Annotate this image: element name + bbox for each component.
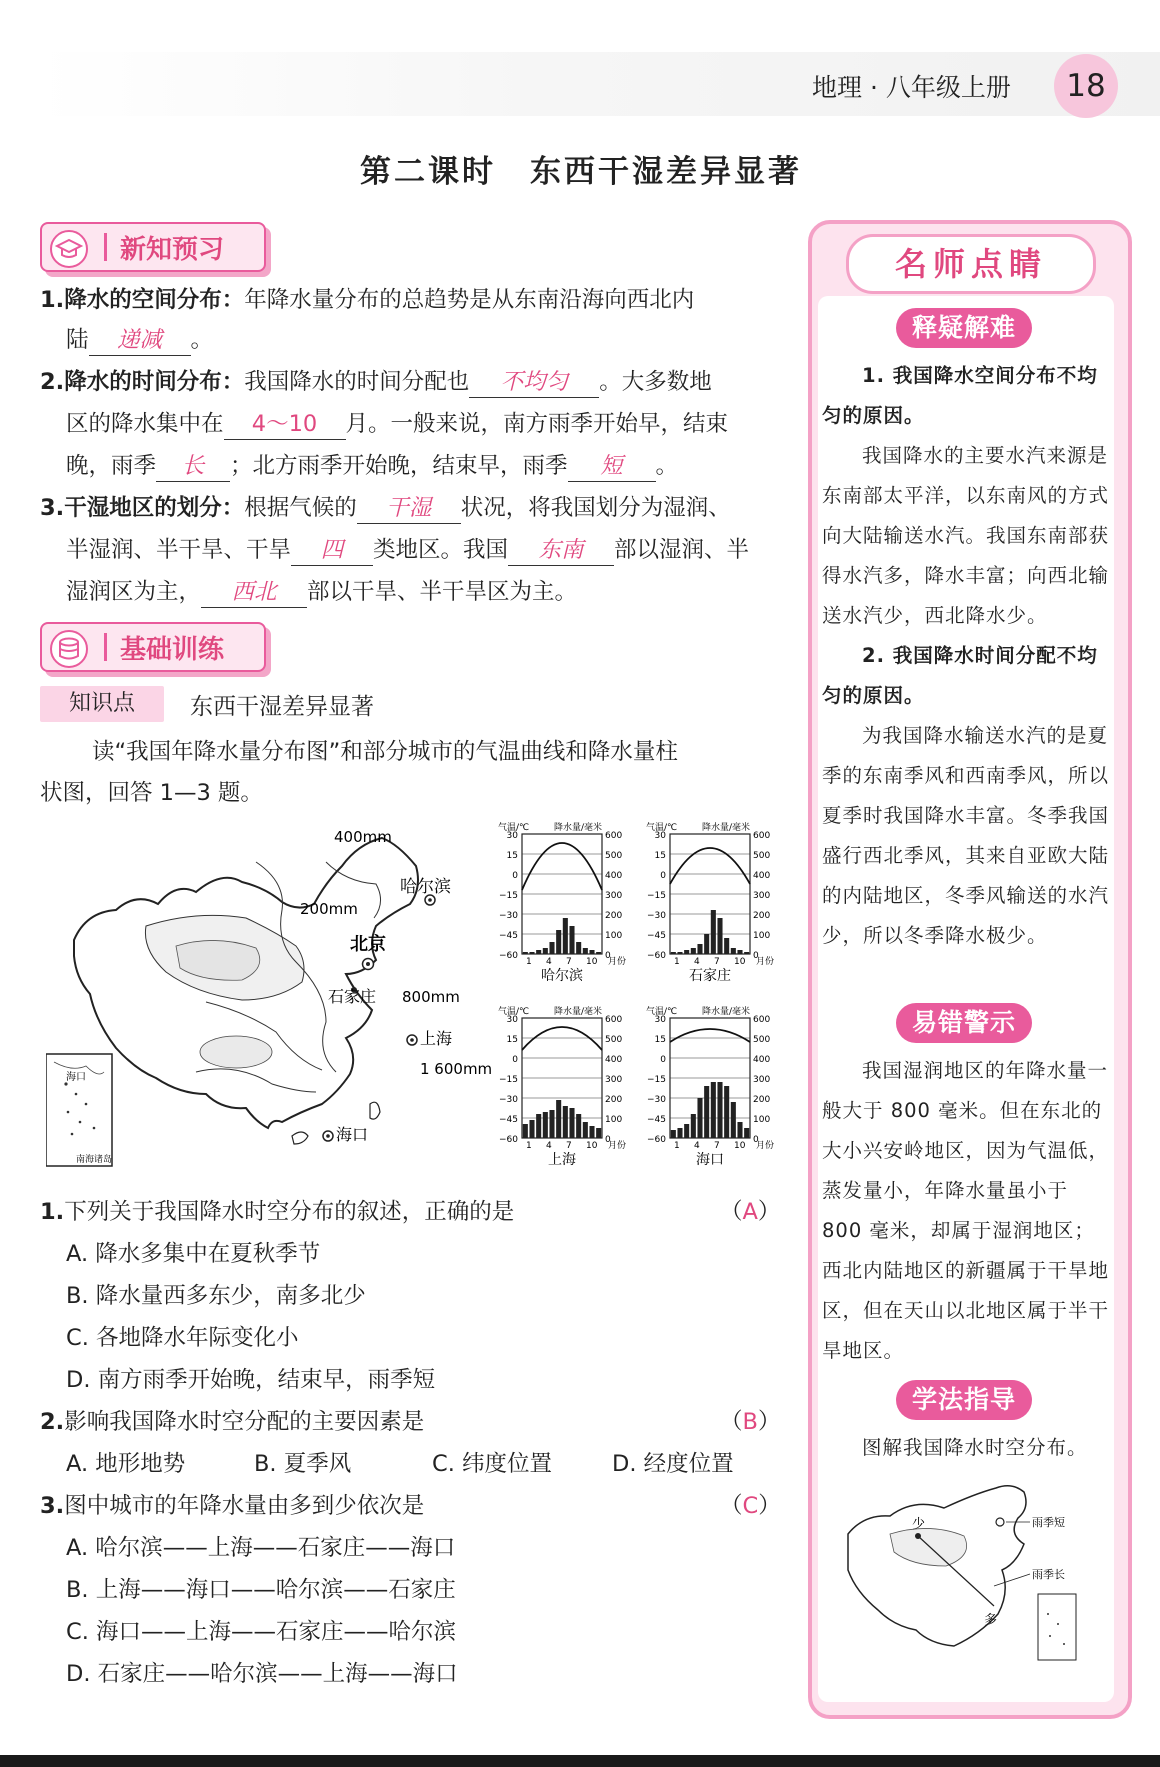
precipitation-bar bbox=[697, 944, 702, 954]
precipitation-bar bbox=[536, 950, 541, 954]
chart-x-tick: 7 bbox=[566, 1141, 572, 1151]
preview-q3-line2: 半湿润、半干旱、干旱 四 类地区。我国 东南 部以湿润、半 bbox=[66, 530, 749, 570]
chart-x-tick: 4 bbox=[546, 957, 552, 967]
section-header-preview bbox=[40, 222, 266, 272]
precipitation-bar bbox=[717, 1082, 722, 1138]
precipitation-bar bbox=[523, 1124, 528, 1138]
chart-left-tick: −15 bbox=[499, 891, 518, 901]
precipitation-bar bbox=[543, 1112, 548, 1138]
answer-blank: 干湿 bbox=[357, 491, 461, 524]
database-icon bbox=[50, 630, 88, 668]
question-3-option-c: C. 海口——上海——石家庄——哈尔滨 bbox=[66, 1619, 457, 1645]
answer-blank: 不均匀 bbox=[469, 365, 599, 398]
city-beijing: 北京 bbox=[350, 934, 386, 955]
sidebar-clarify-content: 1. 我国降水空间分布不均匀的原因。 我国降水的主要水汽来源是东南部太平洋，以东南风的方式向大陆输送水汽。我国东南部获得水汽多，降水丰富；向西北输送水汽少，西北降水少。 2. 我国降水时间分配不均匀的原因。 为我国降水输送水汽的是夏季的东南季风和西南季风，所以夏季时我国降水丰富。冬季我国盛行西北季风，其来自亚欧大陆的内陆地区，冬季风输送的水汽少，所以冬季降水极少。 bbox=[822, 364, 1110, 947]
question-1-answer: （A） bbox=[720, 1199, 781, 1225]
chart-x-tick: 1 bbox=[526, 957, 532, 967]
chart-x-unit: 月份 bbox=[756, 957, 775, 967]
precipitation-bar bbox=[536, 1114, 541, 1138]
book-title: 地理 · 八年级上册 bbox=[812, 73, 1011, 102]
mini-label-long: 雨季长 bbox=[1032, 1568, 1065, 1581]
chart-right-tick: 400 bbox=[753, 1055, 771, 1065]
chart-right-tick: 400 bbox=[605, 871, 623, 881]
chart-left-tick: 30 bbox=[506, 1015, 518, 1025]
question-3-option-b: B. 上海——海口——哈尔滨——石家庄 bbox=[66, 1577, 456, 1603]
question-2-answer: （B） bbox=[720, 1409, 781, 1435]
precipitation-bar bbox=[556, 930, 561, 954]
climate-charts bbox=[496, 818, 792, 1186]
chart-x-tick: 7 bbox=[566, 957, 572, 967]
question-1-stem: 1.下列关于我国降水时空分布的叙述，正确的是 bbox=[40, 1199, 515, 1225]
chart-left-tick: −60 bbox=[647, 951, 666, 961]
chart-left-tick: −60 bbox=[499, 1135, 518, 1145]
preview-q2-line3: 晚，雨季 长 ；北方雨季开始晚，结束早，雨季 短 。 bbox=[66, 446, 678, 486]
tag-method: 学法指导 bbox=[896, 1380, 1032, 1420]
preview-q2-line2: 区的降水集中在 4～10 月。一般来说，南方雨季开始早，结束 bbox=[66, 404, 728, 444]
question-1-option-c: C. 各地降水年际变化小 bbox=[66, 1325, 299, 1351]
chart-x-tick: 4 bbox=[694, 1141, 700, 1151]
chart-right-tick: 0 bbox=[605, 951, 611, 961]
precipitation-bar bbox=[671, 952, 676, 954]
question-3-stem: 3.图中城市的年降水量由多到少依次是 bbox=[40, 1493, 425, 1519]
inset-nanhai-label: 南海诸岛 bbox=[76, 1155, 113, 1165]
chart-left-tick: 15 bbox=[506, 851, 518, 861]
chart-right-tick: 600 bbox=[753, 831, 771, 841]
chart-x-tick: 1 bbox=[526, 1141, 532, 1151]
precipitation-bar bbox=[523, 952, 528, 954]
chart-city-name: 石家庄 bbox=[689, 968, 731, 984]
question-2-stem: 2.影响我国降水时空分配的主要因素是 bbox=[40, 1409, 425, 1435]
precipitation-bar bbox=[744, 952, 749, 954]
chart-left-tick: −15 bbox=[647, 891, 666, 901]
chart-left-tick: 15 bbox=[506, 1035, 518, 1045]
precipitation-bar bbox=[731, 1102, 736, 1138]
city-harbin: 哈尔滨 bbox=[400, 877, 451, 897]
isoline-200-label: 200mm bbox=[300, 900, 358, 918]
chart-left-tick: 15 bbox=[654, 851, 666, 861]
graduation-cap-icon bbox=[50, 230, 88, 268]
chart-right-tick: 500 bbox=[605, 1035, 623, 1045]
precipitation-bar bbox=[737, 1122, 742, 1138]
sidebar-method-content: 图解我国降水时空分布。 bbox=[862, 1436, 1088, 1459]
chart-right-tick: 100 bbox=[605, 931, 623, 941]
precipitation-map bbox=[46, 822, 492, 1172]
chart-left-tick: −60 bbox=[647, 1135, 666, 1145]
chart-x-tick: 1 bbox=[674, 957, 680, 967]
chart-right-axis-label: 降水量/毫米 bbox=[702, 1007, 751, 1017]
precipitation-bar bbox=[583, 1122, 588, 1138]
chart-city-name: 海口 bbox=[696, 1152, 724, 1168]
chart-right-axis-label: 降水量/毫米 bbox=[702, 823, 751, 833]
question-3-option-d: D. 石家庄——哈尔滨——上海——海口 bbox=[66, 1661, 458, 1687]
chart-x-tick: 1 bbox=[674, 1141, 680, 1151]
answer-blank: 四 bbox=[291, 533, 373, 566]
chart-right-tick: 300 bbox=[605, 1075, 623, 1085]
chart-left-tick: −15 bbox=[647, 1075, 666, 1085]
precipitation-bar bbox=[589, 950, 594, 954]
section-label: 基础训练 bbox=[120, 635, 225, 665]
chart-left-axis-label: 气温/℃ bbox=[646, 823, 678, 833]
chart-left-tick: 30 bbox=[506, 831, 518, 841]
lesson-title-part1: 第二课时 bbox=[360, 154, 496, 190]
question-1-option-a: A. 降水多集中在夏秋季节 bbox=[66, 1241, 321, 1267]
tag-clarify: 释疑解难 bbox=[896, 308, 1032, 348]
precipitation-bar bbox=[724, 1086, 729, 1138]
knowledge-point-tag: 知识点 bbox=[40, 686, 164, 722]
precipitation-bar bbox=[596, 1128, 601, 1138]
chart-right-tick: 0 bbox=[753, 951, 759, 961]
city-shanghai: 上海 bbox=[420, 1029, 453, 1048]
chart-right-axis-label: 降水量/毫米 bbox=[554, 823, 603, 833]
chart-left-tick: 0 bbox=[512, 1055, 518, 1065]
chart-right-tick: 100 bbox=[605, 1115, 623, 1125]
chart-left-tick: 15 bbox=[654, 1035, 666, 1045]
isoline-800-label: 800mm bbox=[402, 988, 460, 1006]
chart-right-tick: 500 bbox=[753, 1035, 771, 1045]
chart-left-tick: −45 bbox=[499, 931, 518, 941]
chart-right-tick: 500 bbox=[605, 851, 623, 861]
question-2-option-b: B. 夏季风 bbox=[254, 1451, 352, 1477]
precipitation-bar bbox=[589, 1126, 594, 1138]
question-3-option-a: A. 哈尔滨——上海——石家庄——海口 bbox=[66, 1535, 456, 1561]
chart-right-tick: 200 bbox=[753, 911, 771, 921]
chart-left-tick: 30 bbox=[654, 831, 666, 841]
chart-left-tick: 0 bbox=[660, 871, 666, 881]
precipitation-bar bbox=[529, 1120, 534, 1138]
chart-x-tick: 4 bbox=[546, 1141, 552, 1151]
chart-left-tick: 0 bbox=[512, 871, 518, 881]
city-haikou: 海口 bbox=[336, 1125, 369, 1144]
knowledge-point-title: 东西干湿差异显著 bbox=[190, 694, 374, 720]
precipitation-bar bbox=[704, 1086, 709, 1138]
mini-precipitation-map bbox=[834, 1474, 1080, 1664]
precipitation-bar bbox=[671, 1130, 676, 1138]
precipitation-bar bbox=[549, 1110, 554, 1138]
chart-right-tick: 400 bbox=[605, 1055, 623, 1065]
precipitation-bar bbox=[737, 950, 742, 954]
answer-blank: 东南 bbox=[508, 533, 614, 566]
chart-left-tick: 30 bbox=[654, 1015, 666, 1025]
mini-label-less: 少 bbox=[912, 1517, 926, 1532]
question-1-option-b: B. 降水量西多东少，南多北少 bbox=[66, 1283, 366, 1309]
tag-warning: 易错警示 bbox=[896, 1003, 1032, 1043]
preview-q2-line1: 2.降水的时间分布：我国降水的时间分配也 不均匀 。大多数地 bbox=[40, 362, 712, 402]
precipitation-bar bbox=[563, 918, 568, 954]
mini-label-more: 多 bbox=[984, 1613, 998, 1628]
precipitation-bar bbox=[717, 918, 722, 954]
precipitation-bar bbox=[563, 1106, 568, 1138]
preview-q1-line2: 陆 递减 。 bbox=[66, 320, 213, 360]
precipitation-bar bbox=[711, 910, 716, 954]
chart-left-tick: −30 bbox=[499, 911, 518, 921]
chart-right-tick: 200 bbox=[753, 1095, 771, 1105]
chart-x-tick: 7 bbox=[714, 1141, 720, 1151]
chart-left-axis-label: 气温/℃ bbox=[646, 1007, 678, 1017]
section-label: 新知预习 bbox=[120, 235, 225, 265]
question-3-answer: （C） bbox=[720, 1493, 781, 1519]
chart-right-tick: 100 bbox=[753, 1115, 771, 1125]
precipitation-bar bbox=[677, 1128, 682, 1138]
sidebar-title: 名师点睛 bbox=[846, 234, 1096, 294]
chart-left-tick: −45 bbox=[647, 1115, 666, 1125]
precipitation-bar bbox=[704, 934, 709, 954]
precipitation-bar bbox=[691, 1114, 696, 1138]
chart-left-axis-label: 气温/℃ bbox=[498, 823, 530, 833]
precipitation-bar bbox=[576, 1114, 581, 1138]
chart-left-tick: −45 bbox=[499, 1115, 518, 1125]
question-2-option-c: C. 纬度位置 bbox=[432, 1451, 553, 1477]
chart-left-tick: −45 bbox=[647, 931, 666, 941]
precipitation-bar bbox=[543, 948, 548, 954]
precipitation-bar bbox=[677, 952, 682, 954]
precipitation-bar bbox=[724, 938, 729, 954]
section-header-training bbox=[40, 622, 266, 672]
page-number: 18 bbox=[1054, 54, 1118, 118]
chart-x-unit: 月份 bbox=[756, 1141, 775, 1151]
chart-left-tick: −30 bbox=[647, 1095, 666, 1105]
chart-right-tick: 300 bbox=[753, 891, 771, 901]
intro-line1: 读“我国年降水量分布图”和部分城市的气温曲线和降水量柱 bbox=[92, 739, 678, 765]
chart-x-unit: 月份 bbox=[608, 957, 627, 967]
precipitation-bar bbox=[691, 948, 696, 954]
precipitation-bar bbox=[684, 950, 689, 954]
answer-blank: 短 bbox=[568, 449, 656, 482]
preview-q3-line1: 3.干湿地区的划分：根据气候的 干湿 状况，将我国划分为湿润、 bbox=[40, 488, 731, 528]
precipitation-bar bbox=[556, 1100, 561, 1138]
answer-blank: 长 bbox=[156, 449, 230, 482]
chart-left-tick: −30 bbox=[647, 911, 666, 921]
city-shijiazhuang: 石家庄 bbox=[328, 987, 377, 1006]
chart-left-tick: −15 bbox=[499, 1075, 518, 1085]
mini-label-short: 雨季短 bbox=[1032, 1516, 1065, 1529]
chart-x-tick: 4 bbox=[694, 957, 700, 967]
precipitation-bar bbox=[583, 948, 588, 954]
chart-x-tick: 10 bbox=[586, 1141, 598, 1151]
chart-x-tick: 7 bbox=[714, 957, 720, 967]
chart-right-tick: 300 bbox=[753, 1075, 771, 1085]
precipitation-bar bbox=[576, 942, 581, 954]
lesson-title bbox=[360, 146, 802, 191]
chart-right-tick: 0 bbox=[605, 1135, 611, 1145]
preview-q1-line1: 1.降水的空间分布：年降水量分布的总趋势是从东南沿海向西北内 bbox=[40, 287, 695, 313]
chart-left-tick: −60 bbox=[499, 951, 518, 961]
chart-x-unit: 月份 bbox=[608, 1141, 627, 1151]
chart-left-axis-label: 气温/℃ bbox=[498, 1007, 530, 1017]
sidebar-warning-content: 我国湿润地区的年降水量一般大于 800 毫米。但在东北的大小兴安岭地区，因为气温低，蒸发量小，年降水量虽小于 800 毫米，却属于湿润地区；西北内陆地区的新疆属于干旱地区，但在天山以北地区属于半干旱地区。 bbox=[822, 1059, 1110, 1362]
chart-right-tick: 600 bbox=[753, 1015, 771, 1025]
chart-right-tick: 600 bbox=[605, 1015, 623, 1025]
isoline-400-label: 400mm bbox=[334, 828, 392, 846]
precipitation-bar bbox=[731, 948, 736, 954]
chart-right-tick: 600 bbox=[605, 831, 623, 841]
question-2-option-d: D. 经度位置 bbox=[612, 1451, 734, 1477]
isoline-1600-label: 1 600mm bbox=[420, 1060, 492, 1078]
precipitation-bar bbox=[569, 1108, 574, 1138]
precipitation-bar bbox=[711, 1082, 716, 1138]
chart-x-tick: 10 bbox=[734, 1141, 746, 1151]
precipitation-bar bbox=[549, 942, 554, 954]
chart-x-tick: 10 bbox=[586, 957, 598, 967]
chart-left-tick: 0 bbox=[660, 1055, 666, 1065]
precipitation-bar bbox=[596, 952, 601, 954]
chart-right-tick: 300 bbox=[605, 891, 623, 901]
precipitation-bar bbox=[529, 952, 534, 954]
precipitation-bar bbox=[569, 926, 574, 954]
question-1-option-d: D. 南方雨季开始晚，结束早，雨季短 bbox=[66, 1367, 436, 1393]
chart-x-tick: 10 bbox=[734, 957, 746, 967]
question-2-option-a: A. 地形地势 bbox=[66, 1451, 186, 1477]
preview-q3-line3: 湿润区为主， 西北 部以干旱、半干旱区为主。 bbox=[66, 572, 577, 612]
chart-right-axis-label: 降水量/毫米 bbox=[554, 1007, 603, 1017]
answer-blank: 西北 bbox=[201, 575, 307, 608]
precipitation-bar bbox=[744, 1128, 749, 1138]
intro-line2: 状图，回答 1—3 题。 bbox=[40, 780, 263, 806]
precipitation-bar bbox=[684, 1124, 689, 1138]
chart-right-tick: 200 bbox=[605, 1095, 623, 1105]
chart-right-tick: 200 bbox=[605, 911, 623, 921]
lesson-title-part2: 东西干湿差异显著 bbox=[530, 154, 802, 190]
answer-blank: 4～10 bbox=[224, 407, 346, 440]
chart-right-tick: 400 bbox=[753, 871, 771, 881]
chart-right-tick: 0 bbox=[753, 1135, 759, 1145]
bottom-edge bbox=[0, 1755, 1160, 1767]
answer-blank: 递减 bbox=[89, 323, 191, 356]
chart-right-tick: 100 bbox=[753, 931, 771, 941]
precipitation-bar bbox=[697, 1098, 702, 1138]
chart-right-tick: 500 bbox=[753, 851, 771, 861]
chart-city-name: 哈尔滨 bbox=[541, 968, 583, 984]
inset-haikou-label: 海口 bbox=[66, 1072, 86, 1083]
chart-left-tick: −30 bbox=[499, 1095, 518, 1105]
chart-city-name: 上海 bbox=[548, 1152, 576, 1168]
